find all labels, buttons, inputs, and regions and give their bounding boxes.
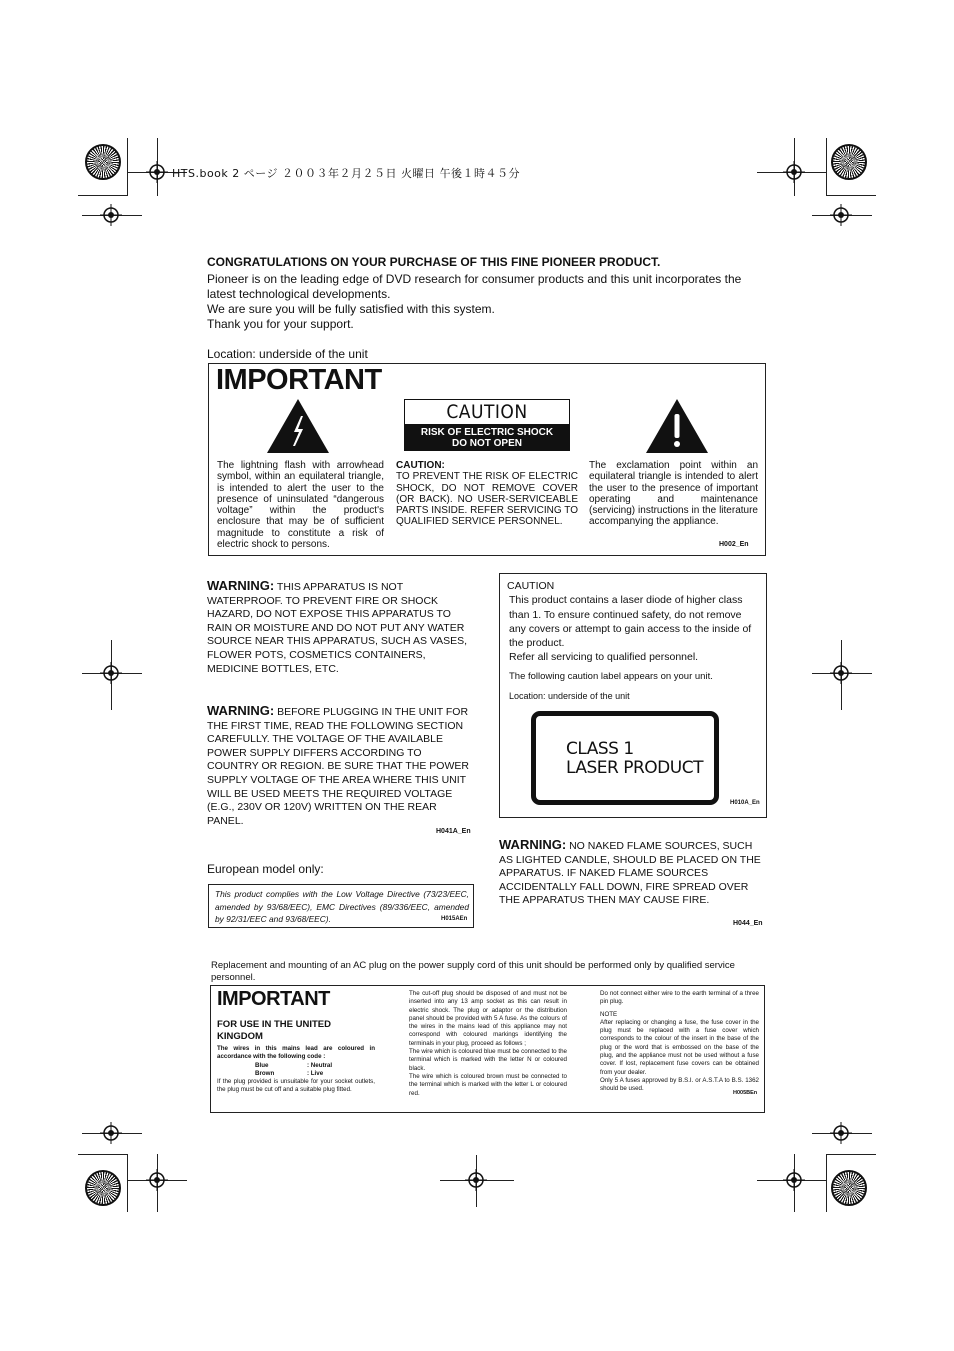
uk-wire-colour: Brown <box>255 1069 275 1077</box>
caution-word: CAUTION <box>446 401 528 423</box>
caution-line: DO NOT OPEN <box>451 438 522 449</box>
european-compliance-text: This product complies with the Low Voltage Directive (73/23/EEC, amended by 93/68/EEC), EMC Directives (89/336/EEC, amended by 92/31/EEC and 93/68/EEC). <box>215 889 469 924</box>
lightning-triangle-icon <box>266 398 330 454</box>
exclamation-explanation: The exclamation point within an equilateral triangle is intended to alert the user to the presence of important operating and maintenance (servicing) instructions in the literature accompanying the appliance. <box>589 460 758 528</box>
uk-note-heading: NOTE <box>600 1010 618 1018</box>
uk-important-title: IMPORTANT <box>217 988 330 1010</box>
warning-flame <box>499 838 767 908</box>
european-label: European model only: <box>207 862 324 876</box>
caution-label <box>404 399 570 451</box>
uk-column-2 <box>409 990 567 1098</box>
warning-label: WARNING: <box>207 703 275 718</box>
reference-code: H015AEn <box>441 916 468 922</box>
uk-paragraph: The wire which is coloured blue must be connected to the terminal which is marked with the letter N or coloured black. <box>409 1048 567 1072</box>
laser-label-location: Location: underside of the unit <box>509 691 630 701</box>
reference-code: H010A_En <box>730 800 760 806</box>
registration-target-icon <box>830 662 852 684</box>
registration-burst-icon <box>85 144 121 180</box>
uk-unsuitable-plug: If the plug provided is unsuitable for your socket outlets, the plug must be cut off and a suitable plug fitted. <box>217 1078 375 1094</box>
uk-paragraph: Do not connect either wire to the earth terminal of a three pin plug. <box>600 990 759 1006</box>
warning-text: NO NAKED FLAME SOURCES, SUCH AS LIGHTED CANDLE, SHOULD BE PLACED ON THE APPARATUS. IF NAKED FLAME SOURCES ACCIDENTALLY FALL DOWN, FIRE SPREAD OVER THE APPARATUS THEN MAY CAUSE FIRE. <box>499 840 761 907</box>
uk-paragraph: After replacing or changing a fuse, the fuse cover in the plug must be replaced with a fuse cover which corresponds to the colour of the insert in the base of the plug or the word that is embossed on the base of the plug, and the appliance must not be used without a fuse cover. If lost, replacement fuse covers can be obtained from your dealer. <box>600 1018 759 1076</box>
registration-target-icon <box>830 1122 852 1144</box>
important-title: IMPORTANT <box>216 364 382 396</box>
warning-power <box>207 704 475 828</box>
intro-line: Pioneer is on the leading edge of DVD research for consumer products and this unit incorporates the latest technological developments. <box>207 272 742 301</box>
uk-subtitle: FOR USE IN THE UNITED KINGDOM <box>217 1019 332 1042</box>
laser-caution-line: Refer all servicing to qualified personnel. <box>509 651 699 664</box>
uk-column-1 <box>217 1045 375 1095</box>
laser-label-line: LASER PRODUCT <box>566 758 703 778</box>
uk-wire-colour: Blue <box>255 1061 269 1069</box>
laser-class-label <box>531 711 719 805</box>
plug-replacement-note: Replacement and mounting of an AC plug on the power supply cord of this unit should be performed only by qualified service personnel. <box>211 960 735 983</box>
caution-bar <box>405 424 569 450</box>
european-compliance-box <box>208 884 474 928</box>
warning-label: WARNING: <box>499 837 567 852</box>
uk-column-3 <box>600 990 759 1094</box>
lightning-explanation: The lightning flash with arrowhead symbol, within an equilateral triangle, is intended to alert the user to the presence of uninsulated “dangerous voltage” within the product's enclosure that may be of sufficient magnitude to constitute a risk of electric shock to persons. <box>217 460 384 551</box>
uk-wires-intro: The wires in this mains lead are coloured in accordance with the following code : <box>217 1045 375 1061</box>
reference-code: H002_En <box>719 541 749 548</box>
registration-target-icon <box>146 161 168 183</box>
reference-code: H005BEn <box>733 1090 758 1096</box>
registration-target-icon <box>783 1169 805 1191</box>
uk-wire-function: : Neutral <box>307 1061 333 1069</box>
laser-label-note: The following caution label appears on your unit. <box>509 671 713 682</box>
registration-burst-icon <box>831 1170 867 1206</box>
laser-label-text <box>566 740 703 778</box>
congratulations-title: CONGRATULATIONS ON YOUR PURCHASE OF THIS FINE PIONEER PRODUCT. <box>207 255 661 269</box>
caution-line: RISK OF ELECTRIC SHOCK <box>420 427 554 438</box>
warning-text: THIS APPARATUS IS NOT WATERPROOF. TO PREVENT FIRE OR SHOCK HAZARD, DO NOT EXPOSE THIS APPARATUS TO RAIN OR MOISTURE AND DO NOT PUT ANY WATER SOURCE NEAR THIS APPARATUS, SUCH AS VASES, FLOWER POTS, COSMETICS CONTAINERS, MEDICINE BOTTLES, ETC. <box>207 581 468 675</box>
registration-target-icon <box>146 1169 168 1191</box>
registration-burst-icon <box>85 1170 121 1206</box>
intro-line: We are sure you will be fully satisfied with this system. <box>207 302 495 316</box>
reference-code: H044_En <box>733 920 763 927</box>
caution-text: TO PREVENT THE RISK OF ELECTRIC SHOCK, DO NOT REMOVE COVER (OR BACK). NO USER-SERVICEABLE PARTS INSIDE. REFER SERVICING TO QUALIFIED SERVICE PERSONNEL. <box>396 471 578 528</box>
registration-target-icon <box>100 662 122 684</box>
warning-label: WARNING: <box>207 578 275 593</box>
reference-code: H041A_En <box>436 828 471 835</box>
laser-caution-heading: CAUTION <box>507 580 555 592</box>
registration-target-icon <box>100 1122 122 1144</box>
registration-target-icon <box>830 204 852 226</box>
laser-caution-line: This product contains a laser diode of higher class than 1. To ensure continued safety, do not remove any covers or attempt to gain access to the inside of the product. <box>509 594 752 650</box>
laser-label-line: CLASS 1 <box>566 739 634 759</box>
warning-text: BEFORE PLUGGING IN THE UNIT FOR THE FIRST TIME, READ THE FOLLOWING SECTION CAREFULLY. THE VOLTAGE OF THE AVAILABLE POWER SUPPLY DIFFERS ACCORDING TO COUNTRY OR REGION. BE SURE THAT THE POWER SUPPLY VOLTAGE OF THE AREA WHERE THIS UNIT WILL BE USED MEETS THE REQUIRED VOLTAGE (E.G., 230V OR 120V) WRITTEN ON THE REAR PANEL. <box>207 706 469 827</box>
registration-burst-icon <box>831 144 867 180</box>
caution-heading: CAUTION: <box>396 460 445 471</box>
registration-target-icon <box>783 161 805 183</box>
warning-water <box>207 579 475 676</box>
uk-paragraph: The cut-off plug should be disposed of and must not be inserted into any 13 amp socket as this can result in electric shock. The plug or adaptor or the distribution panel should be provided with 5 A fuse. As the colours of the wires in the mains lead of this appliance may not correspond with coloured markings identifying the terminals in your plug, proceed as follows ; <box>409 990 567 1047</box>
uk-paragraph: Only 5 A fuses approved by B.S.I. or A.S.T.A to B.S. 1362 should be used. <box>600 1076 759 1093</box>
intro-line: Thank you for your support. <box>207 317 354 331</box>
uk-wire-function: : Live <box>307 1069 324 1077</box>
uk-wire-row <box>217 1062 375 1070</box>
uk-paragraph: The wire which is coloured brown must be connected to the terminal which is marked with the letter L or coloured red. <box>409 1072 567 1097</box>
intro-text <box>207 272 767 332</box>
registration-target-icon <box>100 204 122 226</box>
uk-wire-row <box>217 1070 375 1078</box>
registration-target-icon <box>465 1169 487 1191</box>
caution-explanation <box>396 460 578 528</box>
exclamation-triangle-icon <box>645 398 709 454</box>
location-label: Location: underside of the unit <box>207 347 368 361</box>
print-header: HTS.book 2 ページ ２００３年２月２５日 火曜日 午後１時４５分 <box>172 167 521 180</box>
laser-caution-text <box>507 579 761 665</box>
